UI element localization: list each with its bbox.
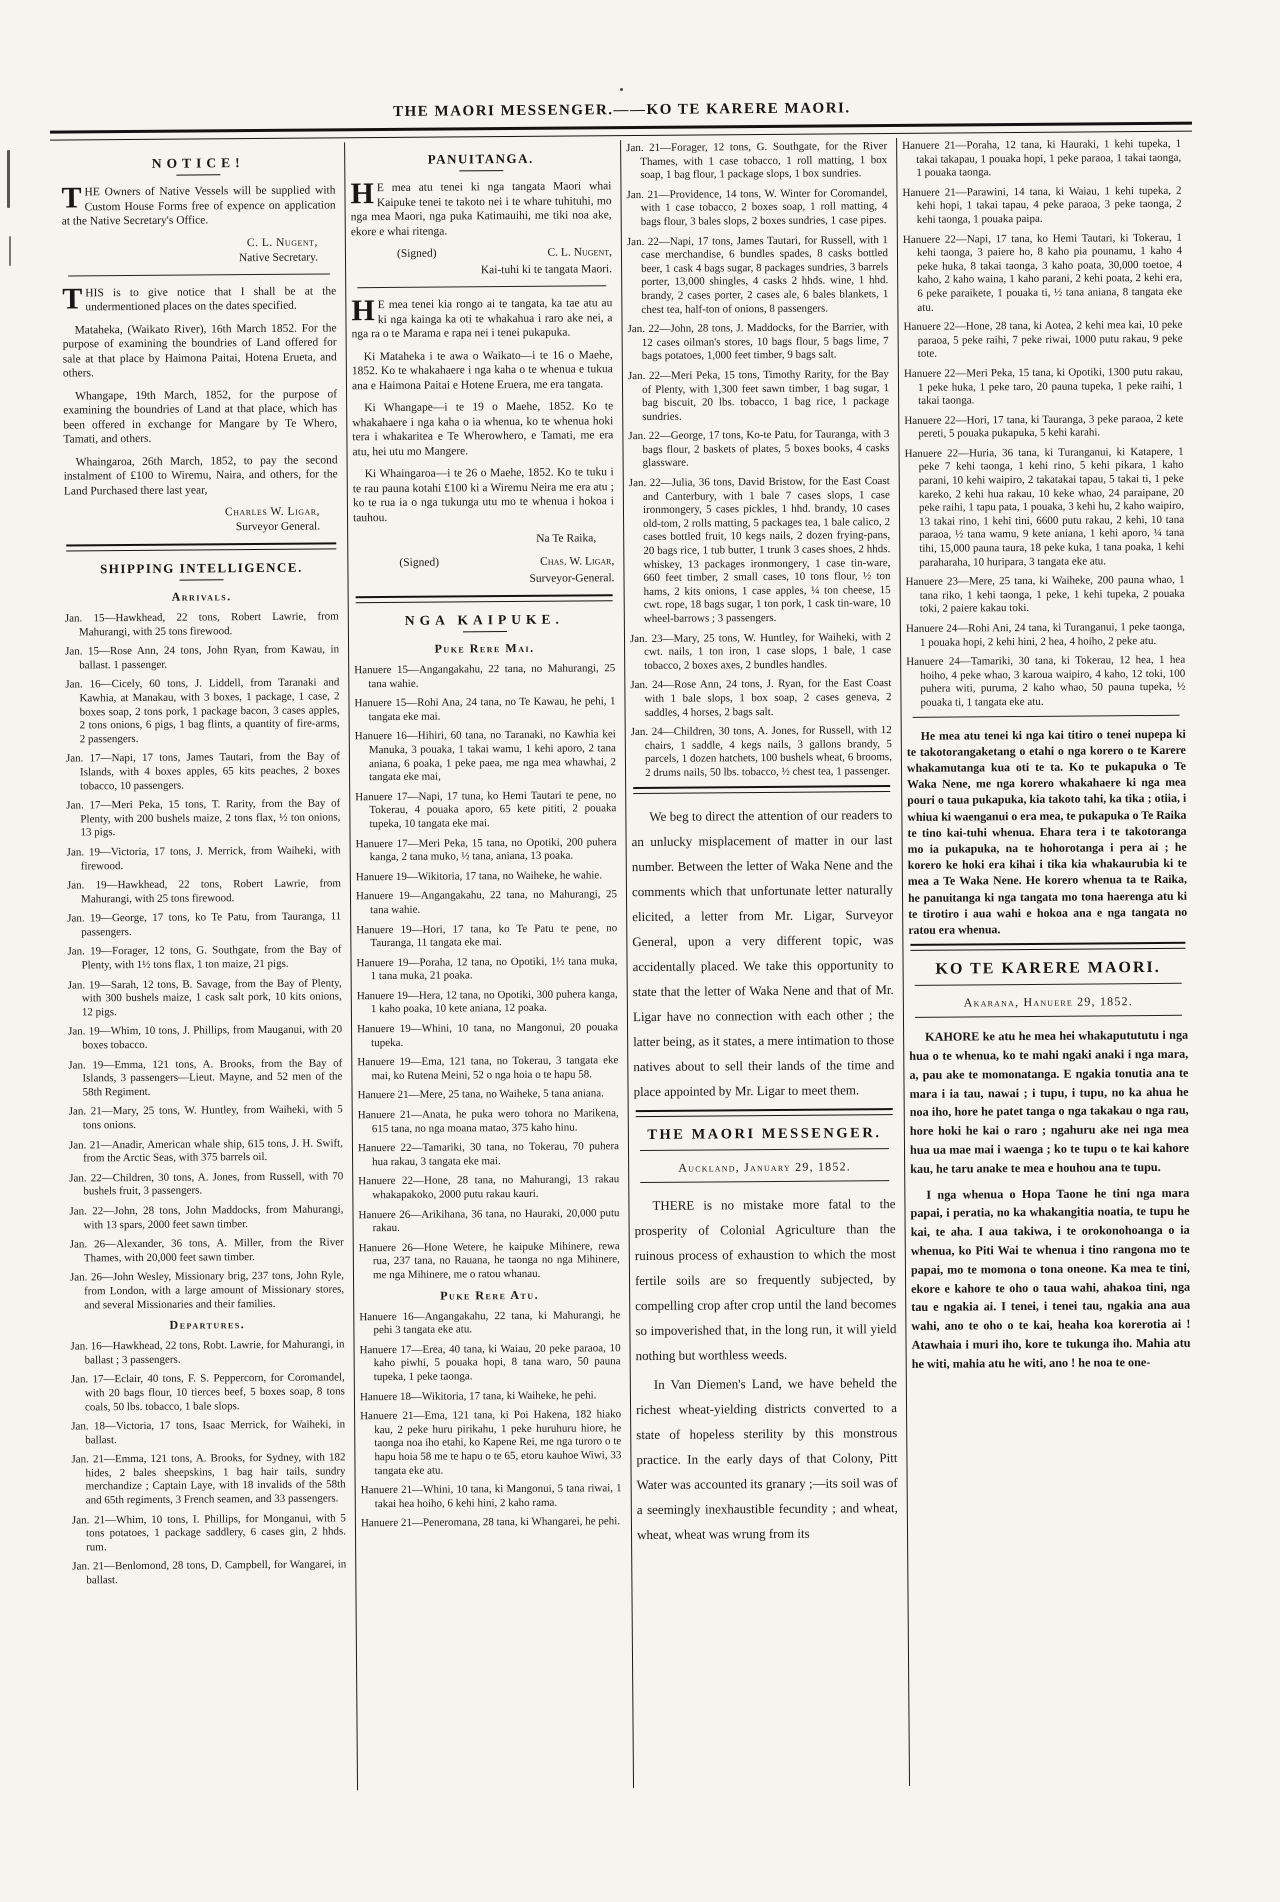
section-rule [915,983,1182,986]
departure-entry-maori: Hanuere 21—Poraha, 12 tana, ki Hauraki, 1 kehi tupeka, 1 takai takapau, 1 pouaka hopi, 1 peke paraoa, 1 takai taonga, 1 pouaka taonga. [902,137,1182,180]
puke-rere-mai-list [354,662,620,1283]
departure-entry: Jan. 22—Julia, 36 tons, David Bristow, for the East Coast and Canterbury, with 1 bale 7 cases slops, 1 case ironmongery, 5 cases pickles, 1 hhd. brandy, 10 cases old-tom, 2 rolls matting, 5 packages tea, 1 bale calico, 2 cases bottled fruit, 10 kegs nails, 2 dozen frying-pans, 20 bags rice, 1 tub butter, 1 trunk 3 cases shoes, 2 hhds. whiskey, 13 packages ironmongery, 1 case tin-ware, 660 feet timber, 2 small cases, 10 tons flour, ½ ton hams, 2 kits onions, 1 case apples, ¼ ton cheese, 15 cwt. rope, 18 bags sugar, 1 ton pork, 1 cask tin-ware, 10 wheel-barrows ; 3 passengers. [628,475,891,625]
departure-entry-maori: Hanuere 18—Wikitoria, 17 tana, ki Waiheke, he pehi. [359,1388,597,1403]
column-grid [56,136,1203,1793]
arrival-entry-maori: Hanuere 19—Wikitoria, 17 tana, no Waiheke, he wahie. [355,869,603,883]
signature-role: Kai-tuhi ki te tangata Maori. [480,263,613,277]
signature-role: Surveyor-General. [529,572,615,585]
departure-entry: Jan. 21—Emma, 121 tons, A. Brooks, for Sydney, with 182 hides, 2 bales sheepskins, 1 bag hair tails, sundry merchandize ; Captain Laye, with 18 invalids of the 58th and 65th regiments, 3 French seamen, and 33 passengers. [71,1451,346,1507]
arrival-entry-maori: Hanuere 19—Whini, 10 tana, no Mangonui, 20 pouaka tupeka. [357,1021,619,1049]
double-rule [910,942,1185,951]
arrival-entry: Jan. 21—Mary, 25 tons, W. Huntley, from Waiheki, with 5 tons onions. [68,1103,343,1132]
column-4-maori-editorial [896,136,1203,1786]
departure-entry: Jan. 21—Whim, 10 tons, I. Phillips, for Monganui, with 5 tons potatoes, 1 package saddlery, 6 cases gin, 2 hhds. rum. [71,1512,347,1554]
signature-row [353,554,614,571]
arrival-entry-maori: Hanuere 22—Tamariki, 30 tana, no Tokerau, 70 puhera hua rakau, 3 tangata eke mai. [357,1140,620,1168]
arrival-entry: Jan. 17—Meri Peka, 15 tons, T. Rarity, from the Bay of Plenty, with 200 bushels maize, 2 tons flax, ½ ton onions, 13 pigs. [66,797,341,839]
arrival-entry: Jan. 15—Rose Ann, 24 tons, John Ryan, from Kawau, in ballast. 1 passenger. [65,643,340,672]
arrival-entry: Jan. 19—Forager, 12 tons, G. Southgate, from the Bay of Plenty, with 1½ tons flax, 1 ton maize, 21 pigs. [67,943,342,972]
departure-entry: Jan. 24—Rose Ann, 24 tons, J. Ryan, for the East Coast with 1 bale slops, 1 box soap, 2 cases geneva, 2 saddles, 4 horses, 2 bags salt. [630,677,892,719]
arrivals-heading: Arrivals. [171,589,232,604]
arrival-entry-maori: Hanuere 15—Angangakahu, 22 tana, no Mahurangi, 25 tana wahie. [354,662,616,690]
land-notice-intro: THIS is to give notice that I shall be at the undermentioned places on the dates specified. [62,281,337,316]
arrival-entry-maori: Hanuere 19—Hori, 17 tana, ko Te Patu te pene, no Tauranga, 11 tangata eke mai. [356,921,618,950]
puke-rere-atu-continued-list [902,138,1185,711]
notice-title: NOTICE! [151,155,245,171]
arrival-entry-maori: Hanuere 16—Hihiri, 60 tana, no Taranaki, no Kawhia kei Manuka, 3 pouaka, 1 takai wamu, 1 kehi aporo, 2 tana aniana, 6 poaka, 1 peke paea, me nga mea whawhai, 2 tangata eke mai, [354,728,617,784]
editorial-paragraph-maori: I nga whenua o Hopa Taone he tini nga mara papai, i peratia, no ka whakangitia noatia, te tupu he kai, te aha. I aua takiwa, i te orokonohoanga o ia whenua, ko Piti Wai te whenua i tino rangona mo te papai, mo te momona o tona oneone. Ka mea te tini, ekore e kahore te oho o taua wahi, ahakoa tini, nga tau e ngakia ai. I tenei, i tenei tau, ngakia ana aua wahi, ano te oho o te kai, heaha koa korerotia ai ! Atawhaia i muri iho, kore te tukunga iho. Mahia atu he witi, mahia atu he witi, ano ! he noa te one- [910,1185,1191,1371]
arrival-entry: Jan. 19—Emma, 121 tons, A. Brooks, from the Bay of Islands, 3 passengers—Lieut. Mayne, and 52 men of the 58th Regiment. [68,1056,343,1099]
arrival-entry: Jan. 19—Victoria, 17 tons, J. Merrick, from Waiheki, with firewood. [66,844,341,872]
arrival-entry-maori: Hanuere 21—Anata, he puka wero tohora no Marikena, 615 tana, no nga moana matao, 375 kaho hinu. [357,1107,619,1135]
editorial-dateline-maori: Akarana, Hanuere 29, 1852. [963,994,1134,1010]
arrival-entry: Jan. 22—John, 28 tons, John Maddocks, from Mahurangi, with 13 spars, 2000 feet sawn timber. [69,1203,344,1231]
arrival-entry: Jan. 19—Sarah, 12 tons, B. Savage, from the Bay of Plenty, with 300 bushels maize, 1 cask salt pork, 10 kits onions, 12 pigs. [67,977,342,1019]
arrival-entry: Jan. 17—Napi, 17 tons, James Tautari, from the Bay of Islands, with 4 boxes apples, 65 kits peaches, 2 boxes tobacco, 10 passengers. [65,750,341,792]
departure-entry: Jan. 17—Eclair, 40 tons, F. S. Peppercorn, for Coromandel, with 20 bags flour, 10 tierces beef, 5 boxes soap, 8 tons coals, 50 lbs. tobacco, 1 bale slops. [70,1371,345,1413]
departures-list [70,1338,346,1588]
double-rule [66,542,336,551]
title-rule [462,631,506,632]
signature-name: C. L. Nugent, [547,246,613,259]
signature-block [64,504,338,536]
signature-role: Native Secretary. [238,251,319,264]
puke-rere-atu-list [359,1309,622,1531]
signature-block [62,235,336,267]
departure-entry-maori: Hanuere 21—Peneromana, 28 tana, ki Whangarei, he pehi. [360,1515,621,1530]
departure-entry-maori: Hanuere 21—Whini, 10 tana, ki Mangonui, 5 tana riwai, 1 takai hea hoiho, 6 kehi hini, 2 kaho rama. [360,1482,622,1510]
land-notice-paragraph: Ki Whangape—i te 19 o Maehe, 1852. Ko te whakahaere i nga kaha o ia whenua, ko te whenua hoki tera i whakaritea e Te Wherowhero, e Tamati, me era atu, hei utu mo Mangere. [352,400,614,458]
editorial-dateline: Auckland, January 29, 1852. [678,1158,852,1175]
land-notice-paragraph: Whaingaroa, 26th March, 1852, to pay the second instalment of £100 to Wiremu, Naira, and others, for the Land Purchased there last year, [63,453,338,498]
double-rule [633,785,890,794]
departure-entry: Jan. 21—Benlomond, 28 tons, D. Campbell, for Wangarei, in ballast. [72,1558,347,1587]
arrival-entry: Jan. 26—John Wesley, Missionary brig, 237 tons, John Ryle, from London, with a large amount of Missionary stores, and several Missionaries and their families. [69,1269,345,1311]
land-notice-paragraph: Ki Mataheka i te awa o Waikato—i te 16 o Maehe, 1852. Ko te whakahaere i nga kaha o te whenua e tukua ana e Haimona Paitai e Hotene Eruera, me era tangata. [351,348,613,392]
signature-name: C. L. Nugent, [246,236,318,249]
departure-entry-maori: Hanuere 17—Erea, 40 tana, ki Waiau, 20 peke paraoa, 10 kaho piwhi, 5 pouaka hopi, 8 tana waro, 50 pauna tupeka, 1 peke taonga. [359,1341,621,1384]
correction-paragraph: We beg to direct the attention of our readers to an unlucky misplacement of matter in our last number. Between the letter of Waka Nene and the comments which that unfortunate letter naturally elicited, a letter from Mr. Ligar, Surveyor General, upon a very different topic, was accidentally placed. We take this opportunity to state that the letter of Waka Nene and that of Mr. Ligar have no connection with each other ; the latter being, as it states, a mere intimation to those natives about to sell their lands of the time and place appointed by Mr. Ligar to meet them. [631,806,895,1099]
departure-entry-maori: Hanuere 21—Ema, 121 tana, ki Poi Hakena, 182 hiako kau, 2 peke huru pirikahu, 1 peke huruhuru hiore, he taonga noa iho etahi, ko Kapene Rei, me nga turoro o te hapu hoia 58 me te hapu o te 65, etoru kauhoe Wiwi, 33 tangata eke atu. [360,1408,622,1477]
title-rule [180,579,224,580]
signed-label: (Signed) [396,247,437,260]
editorial-title-maori: KO TE KARERE MAORI. [935,959,1161,978]
puke-rere-mai-heading: Puke Rere Mai. [434,640,535,656]
departure-entry-maori: Hanuere 22—Napi, 17 tana, ko Hemi Tautari, ki Tokerau, 1 kehi taonga, 3 paiere ho, 8 kaho pia pounamu, 1 kaho 4 peke huka, 8 takai taonga, 3 kaho poata, 30,000 toetoe, 4 kaho, 2 kaho waina, 1 kaho parani, 2 kehi poata, 2 kehi era, 6 peke paraikete, 1 pouaka ti, ½ tana aniana, 8 tangata eke atu. [902,231,1183,314]
section-rule [357,285,606,288]
departure-entry-maori: Hanuere 22—Huria, 36 tana, ki Turanganui, ki Katapere, 1 peke 7 kehi taonga, 1 kehi rino, 5 kehi pikara, 1 kaho parani, 10 kehi waipiro, 2 takatakai tapau, 5 takai ti, 1 peke kareko, 2 kehi hua rakau, 10 keke whao, 24 paraipane, 20 peke raihi, 1 tapu pata, 1 pouaka, 3 kehi hu, 2 kaho waipiro, 13 takai rino, 1 kehi tini, 6600 putu rakau, 2 kehi, 10 tana paraoa, ½ tana wamu, 9 kete aniana, 1 kehi aporo, ¼ tana tihi, 15,000 pauna taura, 18 peke kuka, 1 tana poaka, 1 kehi paraharaha, 10 huripara, 3 tangata eke atu. [904,445,1185,569]
double-rule [356,594,613,603]
arrival-entry-maori: Hanuere 17—Napi, 17 tuna, ko Hemi Tautari te pene, no Tokerau, 4 pouaka aporo, 65 kete pititi, 2 pouaka tupeka, 10 tangata eke mai. [355,788,617,831]
signature-name: Charles W. Ligar, [224,505,321,519]
title-rule [459,170,503,171]
departure-entry: Jan. 21—Providence, 14 tons, W. Winter for Coromandel, with 1 case tobacco, 2 boxes soap, 1 roll matting, 4 bags flour, 3 bales slops, 2 boxes sundries, 1 case pipes. [626,186,888,228]
land-notice-paragraph: Ki Whaingaroa—i te 26 o Maehe, 1852. Ko te tuku i te rau pauna kotahi £100 ki a Wiremu Neira me era atu ; ko te rua ia o nga tukunga utu mo te whenua i hokoa i tauhou. [352,466,614,524]
departure-entry: Jan. 22—John, 28 tons, J. Maddocks, for the Barrier, with 12 cases oilman's stores, 10 bags flour, 5 bags lime, 7 bags potatoes, 1,000 feet timber, 9 bags salt. [627,321,889,363]
arrival-entry-maori: Hanuere 22—Hone, 28 tana, no Mahurangi, 13 rakau whakapakoko, 2000 putu rakau kauri. [358,1173,620,1202]
signature-role: Surveyor General. [235,520,321,534]
kaipuke-title: NGA KAIPUKE. [404,611,564,628]
departure-entry-maori: Hanuere 23—Mere, 25 tana, ki Waiheke, 200 pauna whao, 1 tana riko, 1 kehi taonga, 1 peke, 1 kehi tupeka, 2 pouaka toki, 2 paiere kakau toki. [905,573,1185,616]
arrival-entry: Jan. 16—Cicely, 60 tons, J. Liddell, from Taranaki and Kawhia, at Manakau, with 3 boxes, 1 package, 1 case, 2 boxes soap, 2 tons pork, 1 package bacon, 3 cases apples, 2 tons onions, 6 pigs, 1 bag flints, a quantity of fire-arms, 2 passengers. [65,676,340,746]
departure-entry-maori: Hanuere 22—Meri Peka, 15 tana, ki Opotiki, 1300 putu rakau, 1 peke huka, 1 peke taro, 20 pauna tupeka, 1 peke raihi, 1 takai taonga. [903,365,1184,407]
departure-entry: Jan. 22—Meri Peka, 15 tons, Timothy Rarity, for the Bay of Plenty, with 1,300 feet sawn timber, 1 bag sugar, 1 bag biscuit, 20 lbs. tobacco, 1 bag rice, 1 package sundries. [627,367,890,423]
double-rule [636,1108,893,1117]
departure-entry-maori: Hanuere 24—Rohi Ani, 24 tana, ki Turanganui, 1 peke taonga, 1 pouaka hopi, 2 kehi hini, 2 hea, 4 hoiho, 2 peke atu. [905,620,1185,649]
land-notice-paragraph: Mataheka, (Waikato River), 16th March 1852. For the purpose of examining the boundries of Land offered for sale at that place by Haimona Paitai, Hotena Erueta, and others. [62,321,337,380]
arrival-entry: Jan. 19—George, 17 tons, ko Te Patu, from Tauranga, 11 passengers. [67,910,342,939]
arrival-entry-maori: Hanuere 26—Arikihana, 36 tana, no Hauraki, 20,000 putu rakau. [358,1206,620,1235]
signed-label: (Signed) [399,556,440,569]
panuitanga-body: HE mea atu tenei ki nga tangata Maori whai Kaipuke tenei te takoto nei i te whare tuhituhi, mo nga mea Maori, nga puka Katimauihi, me tiki noa ake, ekore e whai ritenga. [350,177,612,238]
editorial-paragraph: In Van Diemen's Land, we have beheld the richest wheat-yielding districts converted to a state of hopeless sterility by this monstrous practice. In the early days of that Colony, Pitt Water was accounted its granary ;—its soil was of a seemingly inexhaustible fecundity ; and wheat, wheat, wheat was wrung from its [635,1374,898,1542]
section-rule [640,1180,889,1183]
departure-entry-maori: Hanuere 22—Hori, 17 tana, ki Tauranga, 3 peke paraoa, 2 kete pereti, 5 pouaka pukapuka, 5 kehi karahi. [904,412,1184,441]
section-rule [913,714,1180,717]
departure-entry: Jan. 21—Forager, 12 tons, G. Southgate, for the River Thames, with 1 case tobacco, 1 roll matting, 1 box soap, 1 bag flour, 1 package slops, 1 box sundries. [626,140,888,182]
notice-body: THE Owners of Native Vessels will be supplied with Custom House Forms free of expence on application at the Native Secretary's Office. [61,181,336,228]
arrival-entry: Jan. 19—Hawkhead, 22 tons, Robert Lawrie, from Mahurangi, with 25 tons firewood. [66,877,341,906]
departure-entry: Jan. 23—Mary, 25 tons, W. Huntley, for Waiheki, with 2 cwt. nails, 1 ton iron, 1 case slops, 1 bale, 1 case tobacco, 2 boxes axes, 2 bundles handles. [629,630,892,672]
arrival-entry-maori: Hanuere 21—Mere, 25 tana, no Waiheke, 5 tana aniana. [357,1087,604,1102]
column-1-english-notices [56,142,357,1792]
signature-block [353,571,614,588]
arrival-entry: Jan. 22—Children, 30 tons, A. Jones, from Russell, with 70 bushels fruit, 3 passengers. [69,1170,344,1198]
arrival-entry-maori: Hanuere 19—Poraha, 12 tana, no Opotiki, 1½ tana muka, 1 tana muka, 21 poaka. [356,954,618,983]
shipping-title: SHIPPING INTELLIGENCE. [99,559,303,577]
column-3-english-editorial [620,138,909,1788]
arrival-entry-maori: Hanuere 19—Ema, 121 tana, no Tokerau, 3 tangata eke mai, ko Rutena Meini, 52 o nga hoia o te hapu 58. [357,1054,619,1082]
masthead-title: THE MAORI MESSENGER.——KO TE KARERE MAORI. [393,100,851,120]
departure-entry: Jan. 16—Hawkhead, 22 tons, Robt. Lawrie, for Mahurangi, in ballast ; 3 passengers. [70,1338,345,1367]
section-rule [915,1015,1182,1018]
departure-entry: Jan. 24—Children, 30 tons, A. Jones, for Russell, with 12 chairs, 1 saddle, 4 kegs nails, 3 gallons brandy, 5 parcels, 1 dozen hatchets, 100 bushels wheat, 6 brooms, 2 drums nails, 50 lbs. tobacco, ½ chest tea, 1 passenger. [630,724,892,779]
land-notice-paragraphs [62,321,337,499]
arrival-entry-maori: Hanuere 26—Hone Wetere, he kaipuke Mihinere, rewa rua, 237 tana, no Rauana, he taonga no nga Mihinere, me nga Mihinere, me o ratou whanau. [358,1239,620,1282]
arrival-entry-maori: Hanuere 19—Angangakahu, 22 tana, no Mahurangi, 25 tana wahie. [355,888,618,917]
section-rule [68,273,330,276]
departure-entry-maori: Hanuere 22—Hone, 28 tana, ki Aotea, 2 kehi mea kai, 10 peke paraoa, 5 peke raihi, 7 peke riwai, 1000 putu rakau, 9 peke tote. [903,318,1183,361]
puke-rere-atu-heading: Puke Rere Atu. [440,1287,540,1303]
editorial-paragraph-maori: KAHORE ke atu he mea hei whakaputututu i nga hua o te whenua, ko te mahi ngaki anaki i nga mara, a, pau ake te momonatanga. E ngakia tonutia ana te mara i ia tau, nawai ; i tupu, i tupu, no ka ahua he noa iho, hore he patet tanga o nga takakau o nga rau, hore hoki he kai o raro ; ngahuru ake nei nga mea hua ua mae mai i waenga ; ko te tupu o te kai kahore kau, he taru anake te mea e houhou ana te tupu. [909,1027,1190,1176]
land-notice-paragraph: Whangape, 19th March, 1852, for the purpose of examining the boundries of Land at that place, which has been offered in exchange for Mangare by Te Whero, Tamati, and others. [63,387,338,446]
section-rule [640,1148,889,1151]
arrival-entry: Jan. 19—Whim, 10 tons, J. Phillips, from Mauganui, with 20 boxes tobacco. [68,1023,343,1052]
arrivals-list [65,610,344,1312]
arrival-entry: Jan. 26—Alexander, 36 tons, A. Miller, from the River Thames, with 20,000 feet sawn timber. [69,1236,344,1265]
land-notice-paragraphs [352,348,614,526]
arrival-entry-maori: Hanuere 19—Hera, 12 tana, no Opotiki, 300 puhera kanga, 1 kaho poaka, 10 kete aniana, 12 poaka. [356,988,618,1016]
editorial-paragraph: THERE is no mistake more fatal to the prosperity of Colonial Agriculture than the ruinous process of exhaustion to which the most fertile soils are so frequently subjected, by compelling crop after crop until the land becomes so impoverished that, in the long run, it will yield nothing but worthless weeds. [634,1195,897,1363]
departure-entry: Jan. 22—Napi, 17 tons, James Tautari, for Russell, with 1 case merchandise, 6 bundles spades, 8 casks bottled beer, 1 cask 4 bags sugar, 8 packages sundries, 3 barrels porter, 13,000 shingles, 4 casks 2 hhds. wine, 1 hhd. brandy, 2 cases porter, 2 cases ale, 6 bales blankets, 1 chest tea, half-ton of onions, 8 passengers. [626,233,889,316]
panuitanga-title: PANUITANGA. [427,150,534,167]
departures-heading: Departures. [169,1317,246,1332]
na-text: Na Te Raika, [536,532,597,545]
signature-block [351,262,612,279]
title-rule [176,174,220,175]
column-2-maori-notices [344,140,633,1790]
editorial-title: THE MAORI MESSENGER. [647,1124,882,1143]
arrival-entry-maori: Hanuere 17—Meri Peka, 15 tana, no Opotiki, 200 puhera kanga, 2 tana muko, ½ tana, aniana, 13 poaka. [355,835,617,864]
departure-entry-maori: Hanuere 16—Angangakahu, 22 tana, ki Mahurangi, he pehi 3 tangata eke atu. [359,1308,621,1337]
arrival-entry-maori: Hanuere 15—Rohi Ana, 24 tana, no Te Kawau, he pehi, 1 tangata eke mai. [354,695,616,723]
signature-row [351,245,612,262]
departures-continued-list [626,140,892,781]
arrival-entry: Jan. 21—Anadir, American whale ship, 615 tons, J. H. Swift, from the Arctic Seas, with 375 barrels oil. [68,1136,343,1165]
correction-paragraph-maori: He mea atu tenei ki nga kai titiro o tenei nupepa ki te takotorangaketang o etahi o nga korero o te Karere whakamutanga kua oti te ta. Ko te pukapuka o Te Waka Nene, me nga korero whakahaere ki nga mea pouri o taua pukapuka, kia takoto tahi, ka tika ; otiia, i whiua ki waenganui o era mea, te pukapuka o Te Raika te tino kai-tuhi whenua. Ehara tera i te takotoranga mo ia pukapuka, na te hohorotanga i pera ai ; he korero ke hoki era kihai i tika kia whakaurubia ki te mea a Te Waka Nene. He korero whenua ta te Raika, he panuitanga ki nga tangata mo tona haerenga atu ki te tirotiro i aua wahi e hokoa ana e nga tangata no ratou era whenua. [906,726,1188,937]
signature-name: Chas. W. Ligar, [540,555,615,568]
departure-entry-maori: Hanuere 24—Tamariki, 30 tana, ki Tokerau, 12 hea, 1 hea hoiho, 4 peke whao, 3 karoua waipiro, 4 kaho, 12 toki, 100 puhera witi, puruma, 2 kaho whao, 50 pauna tupeka, ½ pouaka ti, 1 tangata eke atu. [906,653,1186,709]
departure-entry: Jan. 22—George, 17 tons, Ko-te Patu, for Tauranga, with 3 bags flour, 2 baskets of plates, 5 boxes books, 4 casks glassware. [628,428,890,470]
land-notice-intro: HE mea tenei kia rongo ai te tangata, ka tae atu au ki nga kainga ka oti te whakahua i raro ake nei, a nga ra o te Marama e rapa nei i tenei pukapuka. [351,294,613,341]
na-line [353,531,614,548]
departure-entry: Jan. 18—Victoria, 17 tons, Isaac Merrick, for Waiheki, in ballast. [71,1418,346,1447]
departure-entry-maori: Hanuere 21—Parawini, 14 tana, ki Waiau, 1 kehi tupeka, 2 kehi hopi, 1 takai tapau, 4 peke paraoa, 3 peke taonga, 2 kehi taonga, 1 pouaka paipa. [902,184,1182,226]
arrival-entry: Jan. 15—Hawkhead, 22 tons, Robert Lawrie, from Mahurangi, with 25 tons firewood. [64,610,339,639]
